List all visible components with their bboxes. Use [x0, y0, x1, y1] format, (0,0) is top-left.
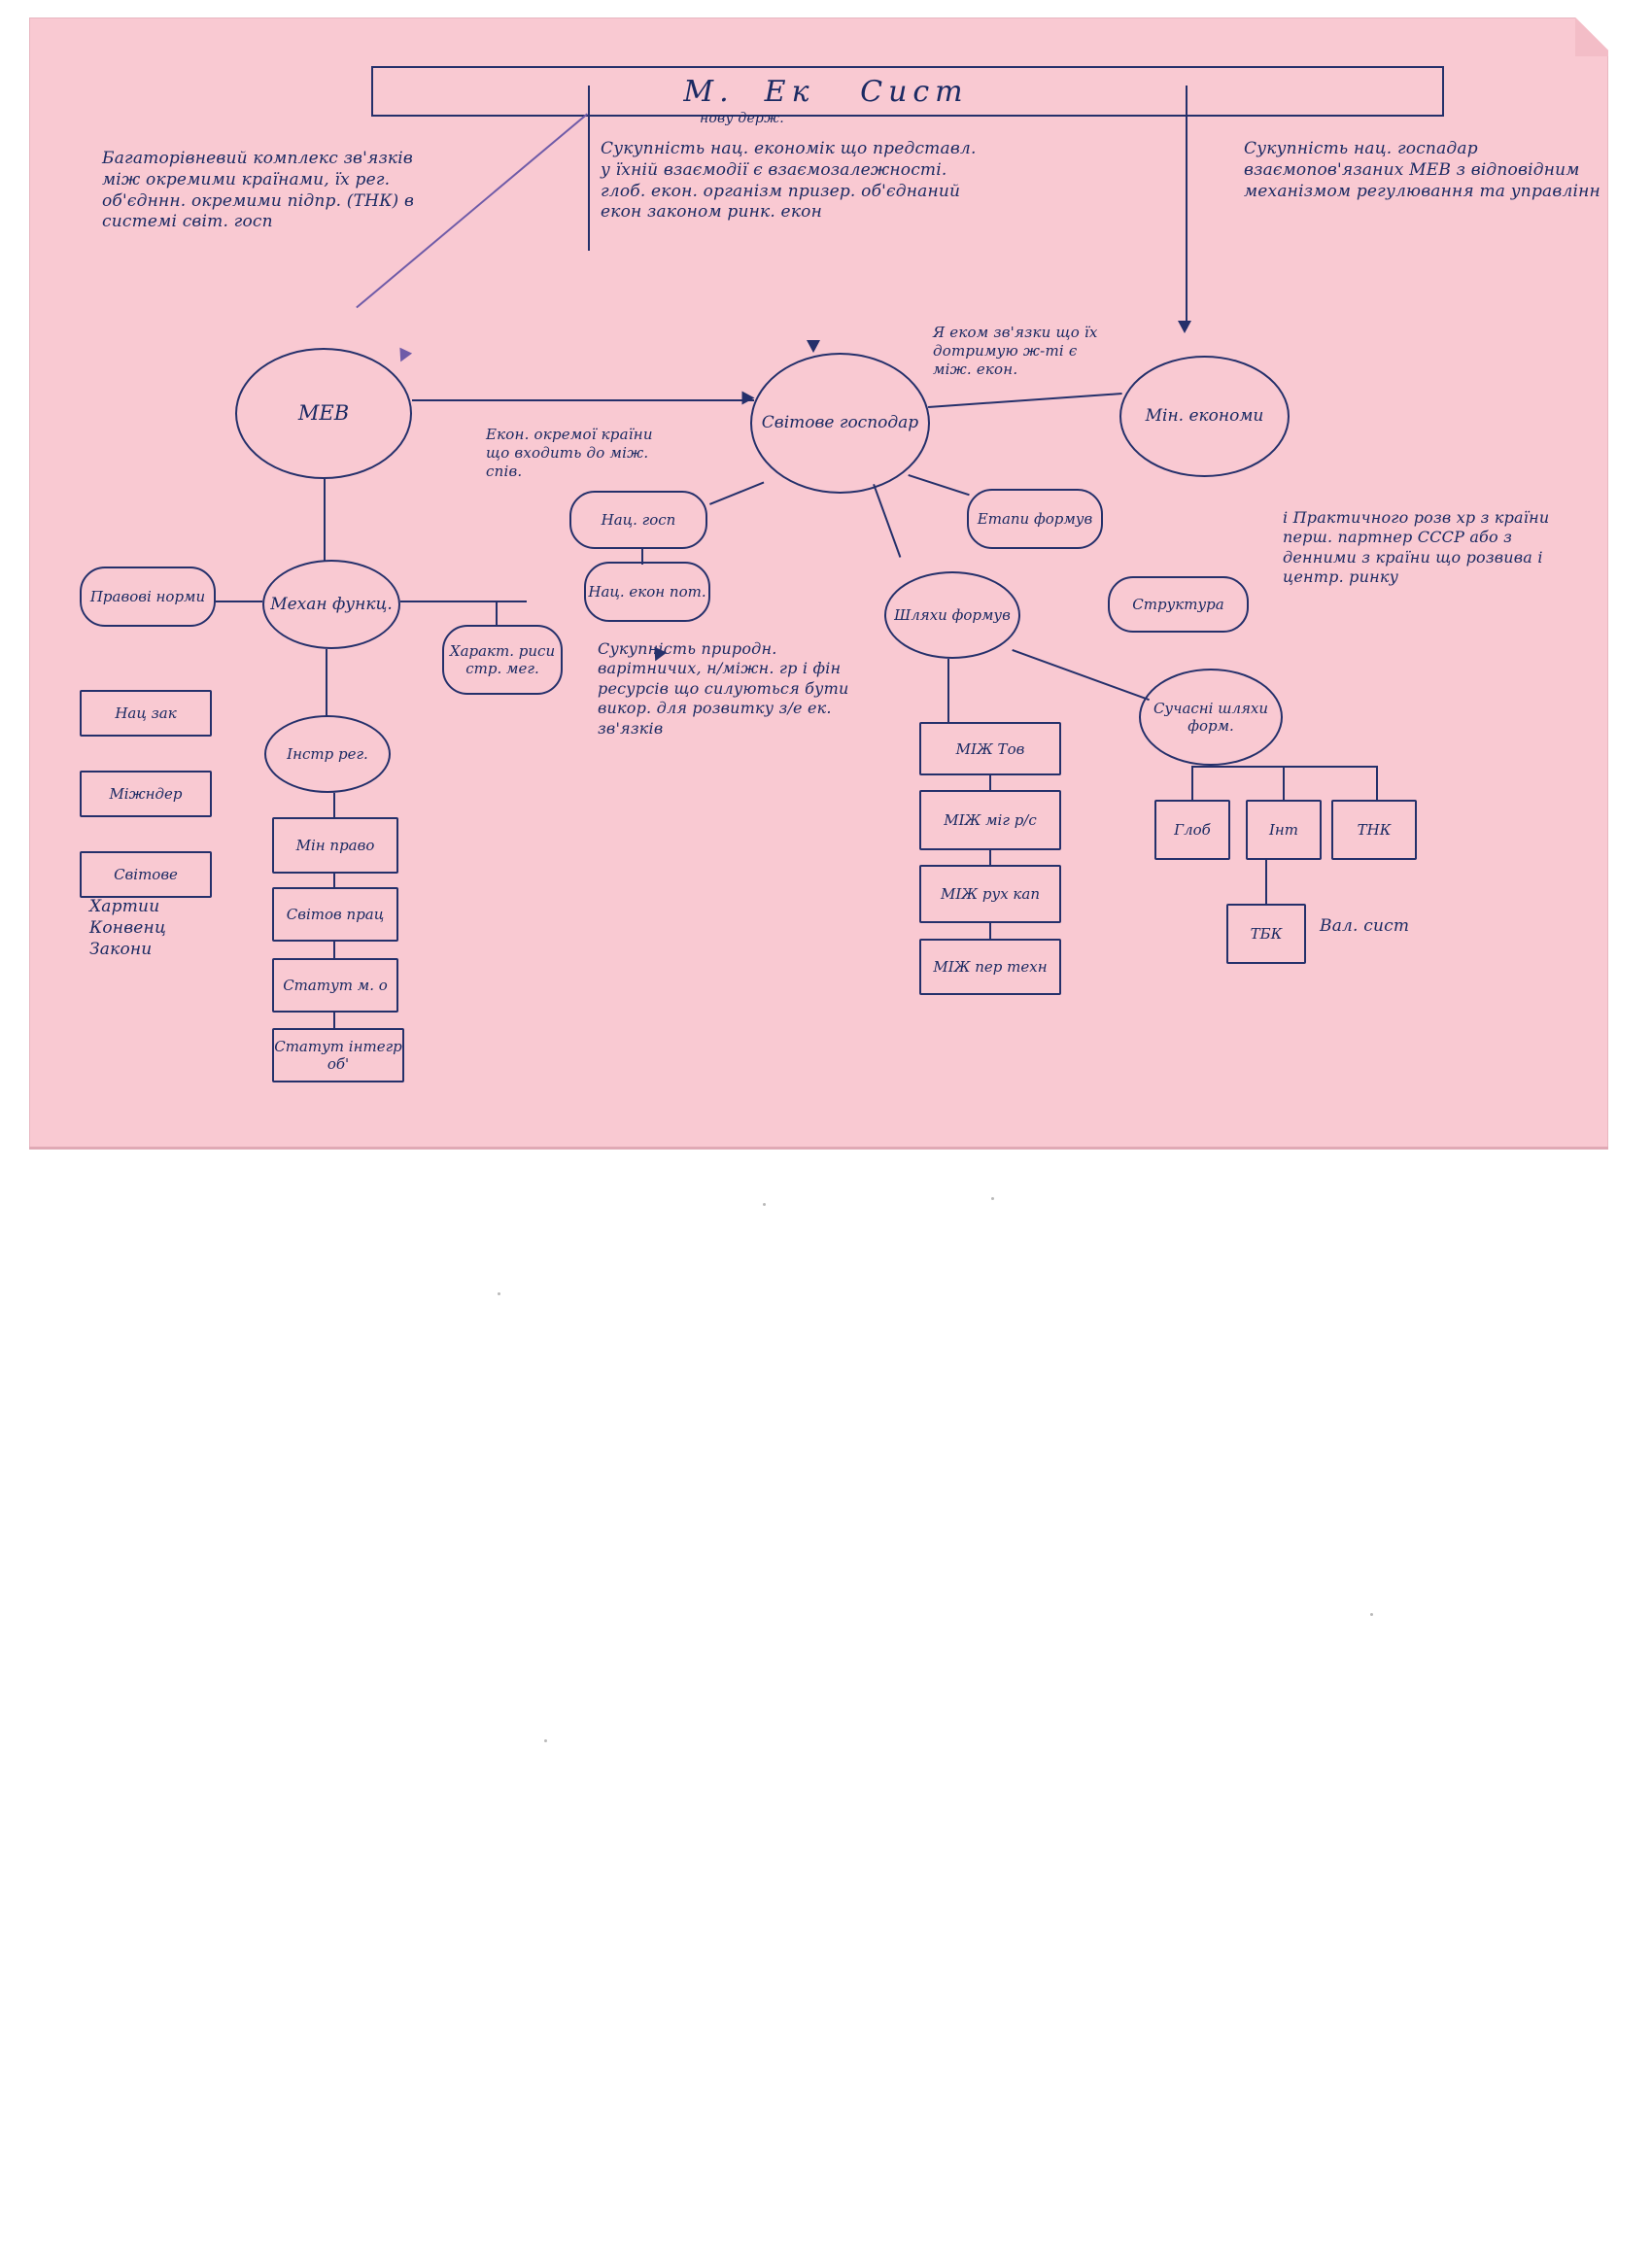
node-intl-labour-migration[interactable]: МІЖ міг р/с	[919, 790, 1061, 850]
connector-paths-to-trade	[947, 659, 949, 722]
node-national-economic-potential[interactable]: Нац. екон пот.	[584, 562, 710, 622]
node-formation-stages[interactable]: Етапи формув	[967, 489, 1103, 549]
connector-capital-to-technology	[989, 923, 991, 939]
page-subtitle: нову держ.	[700, 111, 784, 126]
arrowhead-to-international-economy	[1178, 321, 1191, 333]
node-structure-features[interactable]: Характ. риси стр. мег.	[442, 625, 563, 695]
node-international-law[interactable]: Мін право	[272, 817, 398, 874]
node-modern-forms[interactable]: Сучасні шляхи форм.	[1139, 669, 1283, 766]
connector-mev-to-world-economy	[412, 399, 754, 401]
connector-practice-to-statute	[333, 942, 335, 958]
connector-modern-to-tnk	[1376, 766, 1378, 800]
scan-speck	[991, 1197, 994, 1200]
connector-modern-to-globalization	[1191, 766, 1193, 800]
arrowhead-to-world-economy	[807, 340, 820, 353]
connector-nacgosp-to-potential	[641, 549, 643, 565]
node-globalization[interactable]: Глоб	[1154, 800, 1230, 860]
scan-speck	[498, 1292, 500, 1295]
note-left: Багаторівневий комплекс зв'язків між окремими країнами, їх рег. об'єдннн. окремими підпр. (ТНК) в системі світ. госп	[102, 149, 420, 232]
connector-mechanism-to-instruments	[326, 649, 327, 717]
connector-modern-to-integration	[1283, 766, 1285, 800]
node-interstate-law[interactable]: Міжндер	[80, 771, 212, 817]
scan-speck	[1370, 1613, 1373, 1616]
node-tnk[interactable]: ТНК	[1331, 800, 1417, 860]
node-mev[interactable]: МЕВ	[235, 348, 412, 479]
note-center: Сукупність нац. економік що представл. у їхній взаємодії є взаємозалежності. глоб. екон. організм призер. об'єднаний екон законом ринк. екон	[601, 139, 982, 223]
node-tbk[interactable]: ТБК	[1226, 904, 1306, 964]
node-legal-norms[interactable]: Правові норми	[80, 567, 216, 627]
connector-statute-to-integration	[333, 1013, 335, 1028]
node-international-economy[interactable]: Мін. економи	[1119, 356, 1290, 477]
note-charters-conventions: Хартии Конвенц Закони	[89, 897, 172, 959]
label-currency-system: Вал. сист	[1320, 916, 1410, 936]
node-intl-technology-transfer[interactable]: МІЖ пер техн	[919, 939, 1061, 995]
connector-trade-to-migration	[989, 775, 991, 790]
connector-title-to-right	[1186, 86, 1187, 328]
node-world-economy[interactable]: Світове господар	[750, 353, 930, 494]
node-intl-trade[interactable]: МІЖ Тов	[919, 722, 1061, 775]
node-structure[interactable]: Структура	[1108, 576, 1249, 633]
node-regulation-instruments[interactable]: Інстр рег.	[264, 715, 391, 793]
note-international-relations: Я еком зв'язки що їх дотримую ж-ті є між. екон.	[933, 324, 1103, 379]
arrowhead-mev-world-economy	[742, 392, 755, 405]
node-national-economy[interactable]: Нац. госп	[569, 491, 707, 549]
node-statute-intl-org[interactable]: Статут м. о	[272, 958, 398, 1013]
connector-title-to-center	[588, 86, 590, 251]
scanned-paper-sheet	[29, 17, 1608, 1150]
connector-instruments-to-law	[333, 793, 335, 818]
node-integration[interactable]: Інт	[1246, 800, 1322, 860]
page-title: М. Ек Сист	[683, 75, 969, 109]
connector-migration-to-capital	[989, 850, 991, 865]
connector-modern-row	[1191, 766, 1378, 768]
connector-integration-to-tbk	[1265, 860, 1267, 904]
node-world-practice[interactable]: Світов прац	[272, 887, 398, 942]
note-mev-world-economy: Екон. окремої країни що входить до між. спів.	[486, 426, 658, 481]
connector-norms-to-mechanism	[216, 601, 262, 602]
node-statute-integration[interactable]: Статут інтегр об'	[272, 1028, 404, 1082]
scan-speck	[763, 1203, 766, 1206]
connector-mev-to-mechanism	[324, 479, 326, 561]
node-functioning-mechanism[interactable]: Механ функц.	[262, 560, 400, 649]
node-world-law[interactable]: Світове	[80, 851, 212, 898]
node-national-law[interactable]: Нац зак	[80, 690, 212, 737]
connector-mechanism-to-features	[400, 601, 527, 602]
node-intl-capital-movement[interactable]: МІЖ рух кап	[919, 865, 1061, 923]
scan-speck	[544, 1739, 547, 1742]
note-right: Сукупність нац. госпадар взаємопов'язаних МЕВ з відповідним механізмом регулювання та управлінн	[1244, 139, 1600, 201]
connector-law-to-practice	[333, 874, 335, 887]
node-formation-paths[interactable]: Шляхи формув	[884, 571, 1020, 659]
paper-corner-fold	[1575, 17, 1608, 56]
note-right-lower: і Практичного розв хр з країни перш. партнер СССР або з денними з країни що розвива і центр. ринку	[1283, 508, 1555, 587]
note-natural-resources: Сукупність природн. варітничих, н/міжн. гр і фін ресурсів що силуються бути викор. для розвитку з/е ек. зв'язків	[598, 639, 854, 738]
connector-features-drop	[496, 601, 498, 626]
